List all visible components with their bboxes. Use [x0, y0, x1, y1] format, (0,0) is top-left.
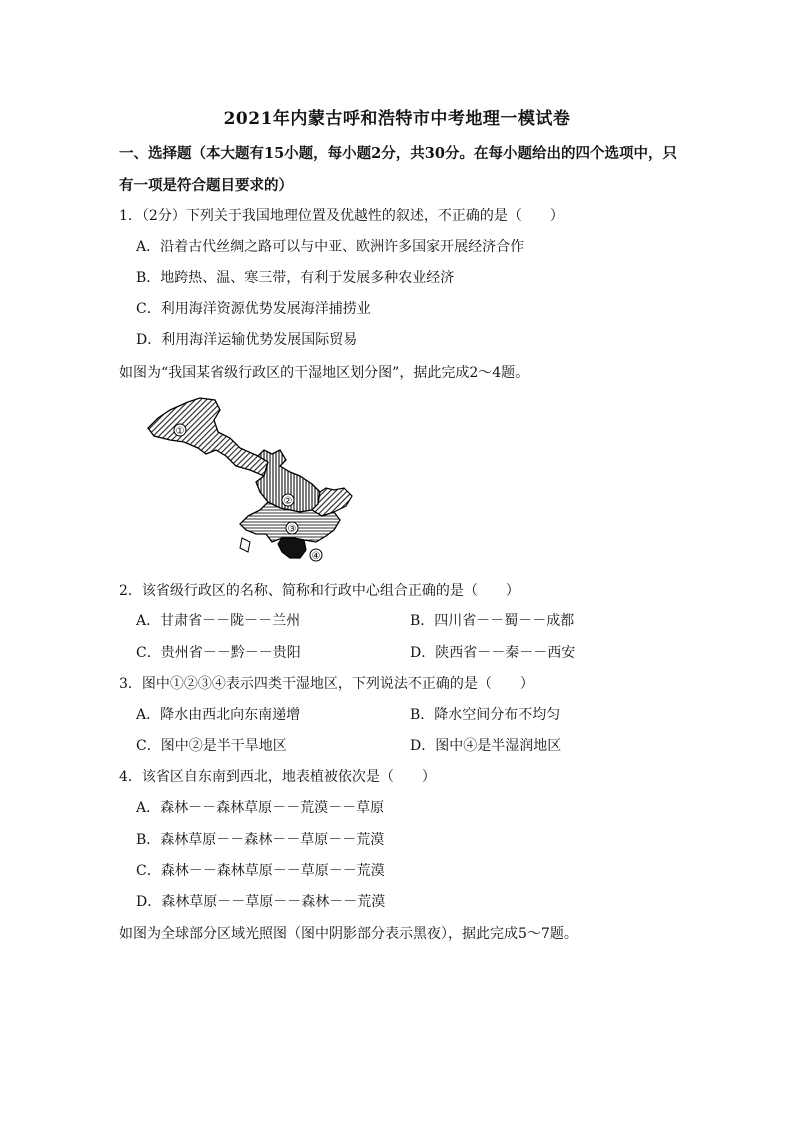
dry-wet-region-map — [140, 392, 362, 568]
question-4-option-a: A．森林－－森林草原－－荒漠－－草原 — [136, 800, 385, 816]
svg-text:③: ③ — [287, 524, 297, 535]
question-3-option-a: A．降水由西北向东南递增 — [136, 707, 301, 723]
question-3-option-c: C．图中②是半干旱地区 — [136, 738, 287, 754]
question-2-stem: 2．该省级行政区的名称、简称和行政中心组合正确的是（ ） — [119, 583, 520, 599]
question-4-stem: 4．该省区自东南到西北，地表植被依次是（ ） — [119, 769, 436, 785]
question-4-option-c: C．森林－－森林草原－－草原－－荒漠 — [136, 863, 385, 879]
question-4-option-d: D．森林草原－－草原－－森林－－荒漠 — [136, 894, 386, 910]
question-1-stem: 1．（2分）下列关于我国地理位置及优越性的叙述，不正确的是（ ） — [119, 208, 564, 224]
question-2-option-a: A．甘肃省－－陇－－兰州 — [136, 613, 301, 629]
question-1-option-a: A．沿着古代丝绸之路可以与中亚、欧洲许多国家开展经济合作 — [136, 239, 525, 255]
intro-light-map-text: 如图为全球部分区域光照图（图中阴影部分表示黑夜），据此完成5～7题。 — [119, 926, 578, 942]
map-label-3 — [286, 522, 298, 535]
map-label-4 — [310, 549, 322, 562]
svg-text:④: ④ — [311, 551, 321, 562]
question-2-option-b: B．四川省－－蜀－－成都 — [410, 613, 575, 629]
question-3-option-d: D．图中④是半湿润地区 — [410, 738, 562, 754]
page-title: 2021年内蒙古呼和浩特市中考地理一模试卷 — [223, 109, 571, 129]
svg-text:②: ② — [283, 496, 293, 507]
question-1-option-d: D．利用海洋运输优势发展国际贸易 — [136, 332, 358, 348]
question-1-option-c: C．利用海洋资源优势发展海洋捕捞业 — [136, 301, 371, 317]
map-label-2 — [282, 494, 294, 507]
question-2-option-c: C．贵州省－－黔－－贵阳 — [136, 645, 301, 661]
question-4-option-b: B．森林草原－－森林－－草原－－荒漠 — [136, 832, 385, 848]
question-3-option-b: B．降水空间分布不均匀 — [410, 707, 561, 723]
question-3-stem: 3．图中①②③④表示四类干湿地区，下列说法不正确的是（ ） — [119, 676, 534, 692]
map-region-4 — [278, 538, 306, 558]
intro-map-text: 如图为“我国某省级行政区的干湿地区划分图”，据此完成2～4题。 — [119, 365, 530, 381]
map-region-1 — [148, 398, 268, 476]
section-heading-line1: 一、选择题（本大题有15小题，每小题2分，共30分。在每小题给出的四个选项中，只 — [119, 145, 677, 162]
map-label-1 — [174, 424, 186, 437]
section-heading-line2: 有一项是符合题目要求的） — [119, 177, 293, 194]
question-2-option-d: D．陕西省－－秦－－西安 — [410, 645, 576, 661]
question-1-option-b: B．地跨热、温、寒三带，有利于发展多种农业经济 — [136, 270, 455, 286]
svg-text:①: ① — [175, 426, 185, 437]
